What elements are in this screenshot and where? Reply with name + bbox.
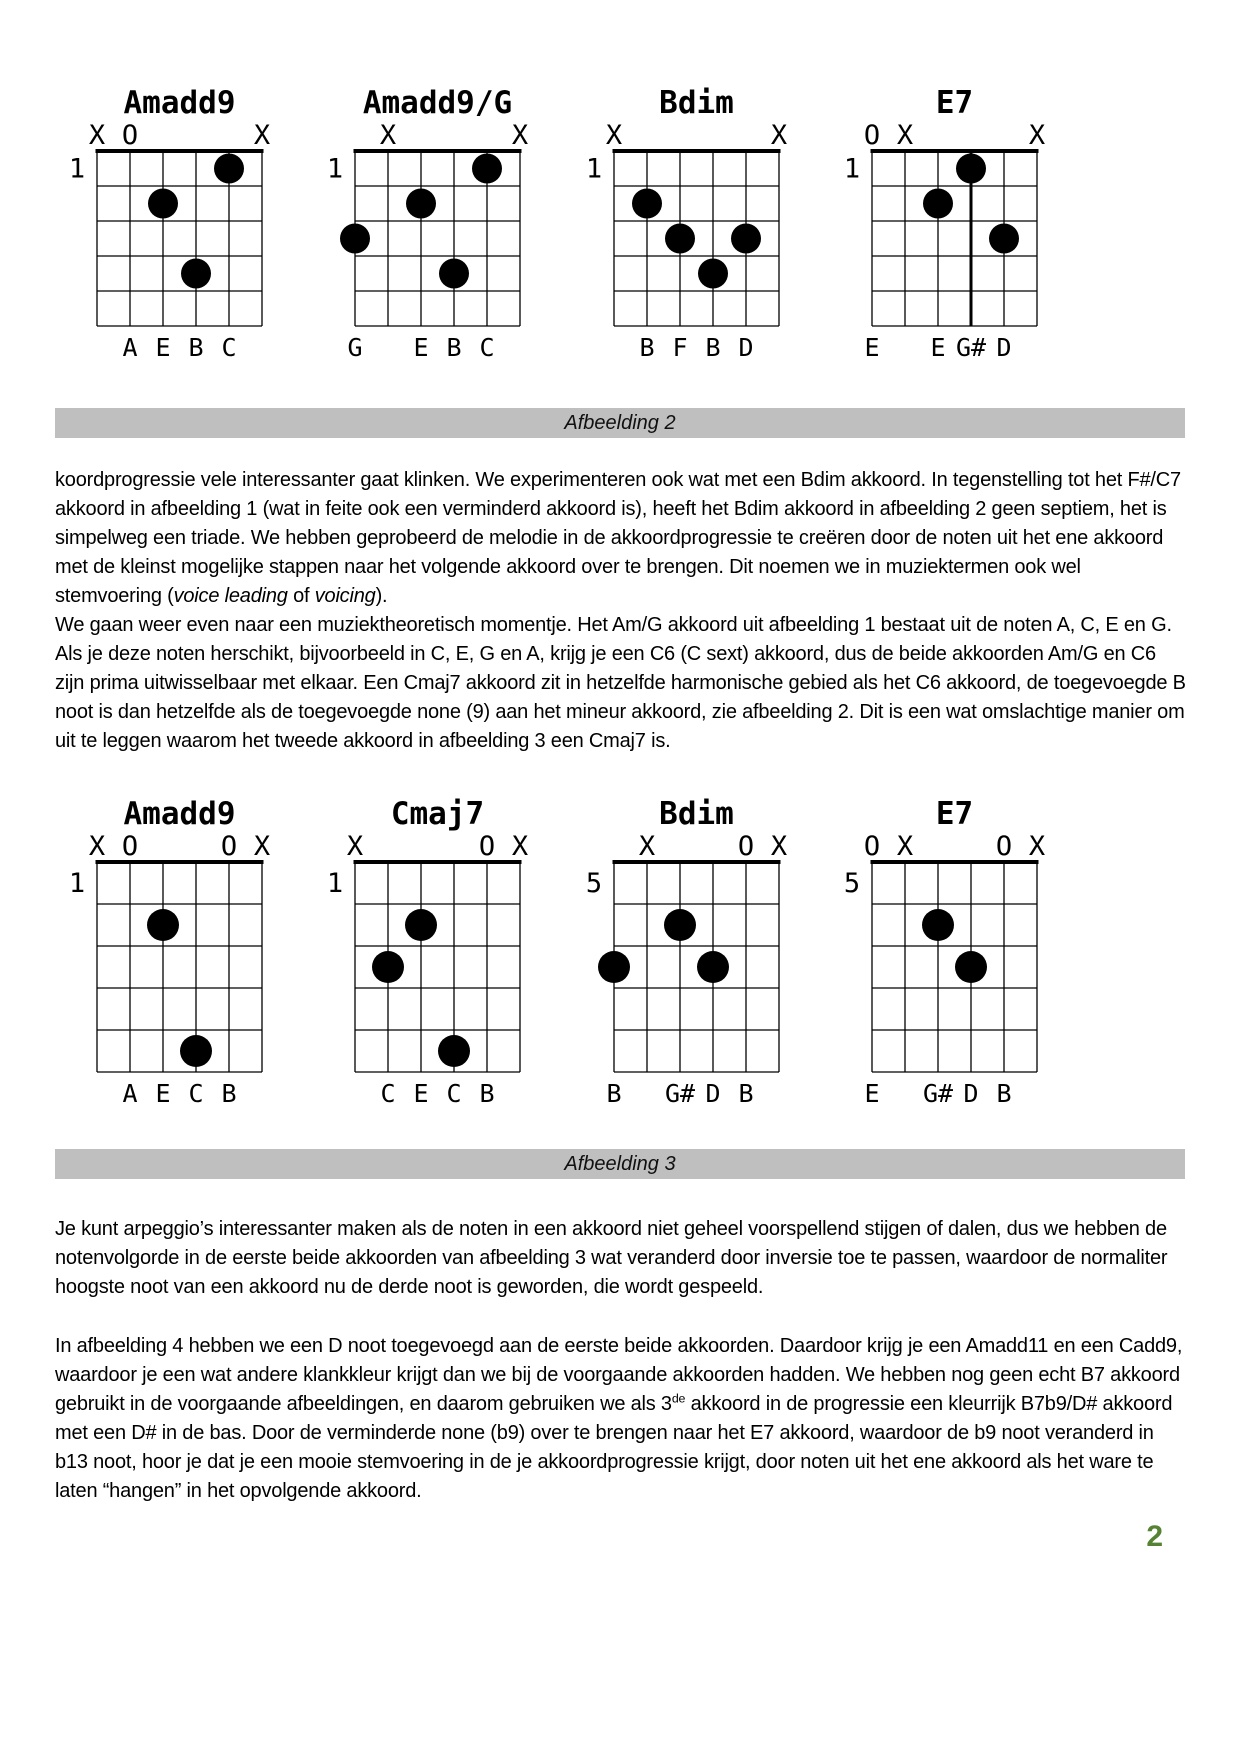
chord-title: E7 [935, 796, 974, 832]
text-run: We gaan weer even naar een muziektheoretisch momentje. Het Am/G akkoord uit afbeelding 1 bestaat uit de noten A, C, E en G. Als je deze noten herschikt, bijvoorbeeld in C, E, G en A, krijg je een C6 (C sext) akkoord, dus de beide akkoorden Am/G en C6 zijn prima uitwisselbaar met elkaar. Een Cmaj7 akkoord zit in hetzelfde harmonische gebied als het C6 akkoord, de toegevoegde B noot is dan hetzelfde als de toegevoegde none (9) aan het mineur akkoord, zie afbeelding 2. Dit is een wat omslachtige manier om uit te leggen waarom het tweede akkoord in afbeelding 3 een Cmaj7 is. [55, 614, 1186, 752]
figure-caption-bar [55, 1149, 1185, 1179]
note-letter: A [122, 1079, 138, 1108]
finger-dot [956, 154, 986, 184]
note-letter: E [155, 333, 171, 362]
open-string-marker: O [479, 831, 496, 862]
note-letter: B [639, 333, 655, 362]
muted-string-marker: X [1028, 120, 1046, 151]
figure-caption: Afbeelding 3 [564, 1152, 676, 1175]
muted-string-marker: X [638, 831, 655, 862]
italic-text: voice leading [173, 585, 288, 607]
muted-string-marker: X [88, 120, 106, 151]
muted-string-marker: X [512, 831, 529, 862]
note-letter: B [606, 1079, 622, 1108]
note-letter: B [705, 333, 721, 362]
finger-dot [731, 224, 761, 254]
muted-string-marker: X [253, 120, 271, 151]
note-letter: B [479, 1079, 495, 1108]
muted-string-marker: X [347, 831, 364, 862]
figure-caption-bar [55, 408, 1185, 438]
chord-grid [832, 796, 1062, 1110]
muted-string-marker: X [380, 120, 397, 151]
note-letter: B [738, 1079, 754, 1108]
text-run: ). [375, 585, 388, 607]
chord-title: Amadd9/G [363, 85, 513, 121]
italic-text: voicing [314, 585, 376, 607]
fret-number: 5 [585, 868, 602, 899]
finger-dot [406, 189, 436, 219]
paragraph-4 [55, 1332, 1187, 1506]
paragraph-3 [55, 1215, 1187, 1302]
finger-dot [665, 224, 695, 254]
note-letter: E [413, 1079, 429, 1108]
figure-caption: Afbeelding 2 [564, 411, 676, 434]
fret-number: 5 [843, 868, 861, 899]
fret-number: 1 [585, 153, 602, 185]
chord-diagram-bdim-2 [574, 796, 804, 1115]
finger-dot [147, 909, 179, 941]
note-letter: G# [955, 333, 987, 362]
note-letter: D [996, 333, 1012, 362]
note-letter: D [738, 333, 754, 362]
open-string-marker: O [863, 831, 881, 862]
fret-number: 1 [327, 153, 344, 185]
chord-title: E7 [935, 85, 974, 121]
note-letter: D [963, 1079, 979, 1108]
note-letter: A [122, 333, 138, 362]
muted-string-marker: X [770, 831, 787, 862]
finger-dot [698, 259, 728, 289]
note-letter: E [413, 333, 429, 362]
muted-string-marker: X [88, 831, 106, 862]
chord-title: Cmaj7 [391, 796, 485, 832]
open-string-marker: O [737, 831, 754, 862]
open-string-marker: O [995, 831, 1013, 862]
open-string-marker: O [121, 120, 139, 151]
finger-dot [372, 951, 404, 983]
open-string-marker: O [220, 831, 238, 862]
note-letter: G# [664, 1079, 695, 1108]
finger-dot [923, 189, 953, 219]
note-letter: E [155, 1079, 171, 1108]
superscript-text: de [671, 1391, 686, 1406]
muted-string-marker: X [512, 120, 529, 151]
note-letter: B [188, 333, 204, 362]
note-letter: C [188, 1079, 204, 1108]
finger-dot [472, 154, 502, 184]
finger-dot [181, 259, 211, 289]
text-run: akkoord in de progressie een kleurrijk B7b9/D# akkoord met een D# in de bas. Door de verminderde none (b9) over te brengen naar het E7 akkoord, waardoor de b9 noot veranderd in b13 noot, hoor je dat je een mooie stemvoering in de je akkoordprogressie krijgt, door noten uit het ene akkoord als het ware te laten “hangen” in het opvolgende akkoord. [55, 1393, 1173, 1502]
chord-diagram-e7 [832, 85, 1062, 374]
finger-dot [340, 224, 370, 254]
finger-dot [697, 951, 729, 983]
chord-grid [57, 796, 287, 1110]
fret-number: 1 [68, 153, 86, 185]
note-letter: E [930, 333, 946, 362]
text-run: koordprogressie vele interessanter gaat klinken. We experimenteren ook wat met een Bdim akkoord. In tegenstelling tot het F#/C7 akkoord in afbeelding 1 (wat in feite ook een verminderd akkoord is), heeft het Bdim akkoord in afbeelding 2 geen septiem, het is simpelweg een triade. We hebben geprobeerd de melodie in de akkoordprogressie te creëren door de noten uit het ene akkoord met de kleinst mogelijke stappen naar het volgende akkoord over te brengen. Dit noemen we in muziektermen ook wel stemvoering ( [55, 469, 1181, 607]
chord-grid [57, 85, 287, 369]
finger-dot [598, 951, 630, 983]
chord-diagrams-row-1 [57, 85, 1062, 374]
note-letter: E [864, 333, 880, 362]
chord-title: Bdim [658, 796, 734, 832]
finger-dot [664, 909, 696, 941]
muted-string-marker: X [896, 120, 914, 151]
finger-dot [955, 951, 987, 983]
muted-string-marker: X [605, 120, 622, 151]
note-letter: B [221, 1079, 237, 1108]
note-letter: C [221, 333, 237, 362]
muted-string-marker: X [1028, 831, 1046, 862]
chord-diagram-bdim [574, 85, 804, 374]
body-text-block-2 [55, 1215, 1187, 1506]
finger-dot [439, 259, 469, 289]
muted-string-marker: X [253, 831, 271, 862]
finger-dot [922, 909, 954, 941]
chord-title: Bdim [658, 85, 734, 121]
figure-afbeelding-3 [55, 796, 1185, 1179]
muted-string-marker: X [896, 831, 914, 862]
open-string-marker: O [863, 120, 881, 151]
fret-number: 1 [843, 153, 861, 185]
finger-dot [405, 909, 437, 941]
fret-number: 1 [327, 868, 344, 899]
muted-string-marker: X [770, 120, 787, 151]
note-letter: B [996, 1079, 1012, 1108]
page-number: 2 [1146, 1520, 1163, 1553]
body-text-block-1 [55, 466, 1187, 756]
finger-dot [438, 1035, 470, 1067]
note-letter: C [446, 1079, 462, 1108]
note-letter: G# [922, 1079, 954, 1108]
fret-number: 1 [68, 868, 86, 899]
finger-dot [989, 224, 1019, 254]
finger-dot [632, 189, 662, 219]
paragraph-2 [55, 611, 1187, 756]
chord-title: Amadd9 [123, 796, 236, 832]
chord-grid [315, 85, 545, 369]
chord-grid [315, 796, 545, 1110]
chord-grid [574, 85, 804, 369]
chord-diagrams-row-2 [57, 796, 1062, 1115]
finger-dot [214, 154, 244, 184]
chord-diagram-amadd9-g [315, 85, 545, 374]
chord-title: Amadd9 [123, 85, 236, 121]
note-letter: G [347, 333, 363, 362]
open-string-marker: O [121, 831, 139, 862]
note-letter: B [446, 333, 462, 362]
text-run: In afbeelding 4 hebben we een D noot toegevoegd aan de eerste beide akkoorden. Daardoor krijg je een Amadd11 en een Cadd9, waardoor je een wat andere klankkleur krijgt dan we bij de voorgaande akkoorden hadden. We hebben nog geen echt B7 akkoord gebruikt in de voorgaande afbeeldingen, en daarom gebruiken we als 3 [55, 1335, 1183, 1415]
paragraph-1 [55, 466, 1187, 611]
note-letter: C [380, 1079, 396, 1108]
text-run: Je kunt arpeggio’s interessanter maken als de noten in een akkoord niet geheel voorspellend stijgen of dalen, dus we hebben de notenvolgorde in de eerste beide akkoorden van afbeelding 3 wat veranderd door inversie toe te passen, waardoor de normaliter hoogste noot van een akkoord nu de derde noot is geworden, die wordt gespeeld. [55, 1218, 1168, 1298]
note-letter: C [479, 333, 495, 362]
finger-dot [180, 1035, 212, 1067]
chord-grid [574, 796, 804, 1110]
note-letter: E [864, 1079, 880, 1108]
figure-afbeelding-2 [55, 85, 1185, 438]
finger-dot [148, 189, 178, 219]
note-letter: D [705, 1079, 721, 1108]
note-letter: F [672, 333, 688, 362]
text-run: of [287, 585, 315, 607]
chord-diagram-amadd9 [57, 85, 287, 374]
chord-grid [832, 85, 1062, 369]
chord-diagram-amadd9-2 [57, 796, 287, 1115]
chord-diagram-cmaj7 [315, 796, 545, 1115]
chord-diagram-e7-2 [832, 796, 1062, 1115]
